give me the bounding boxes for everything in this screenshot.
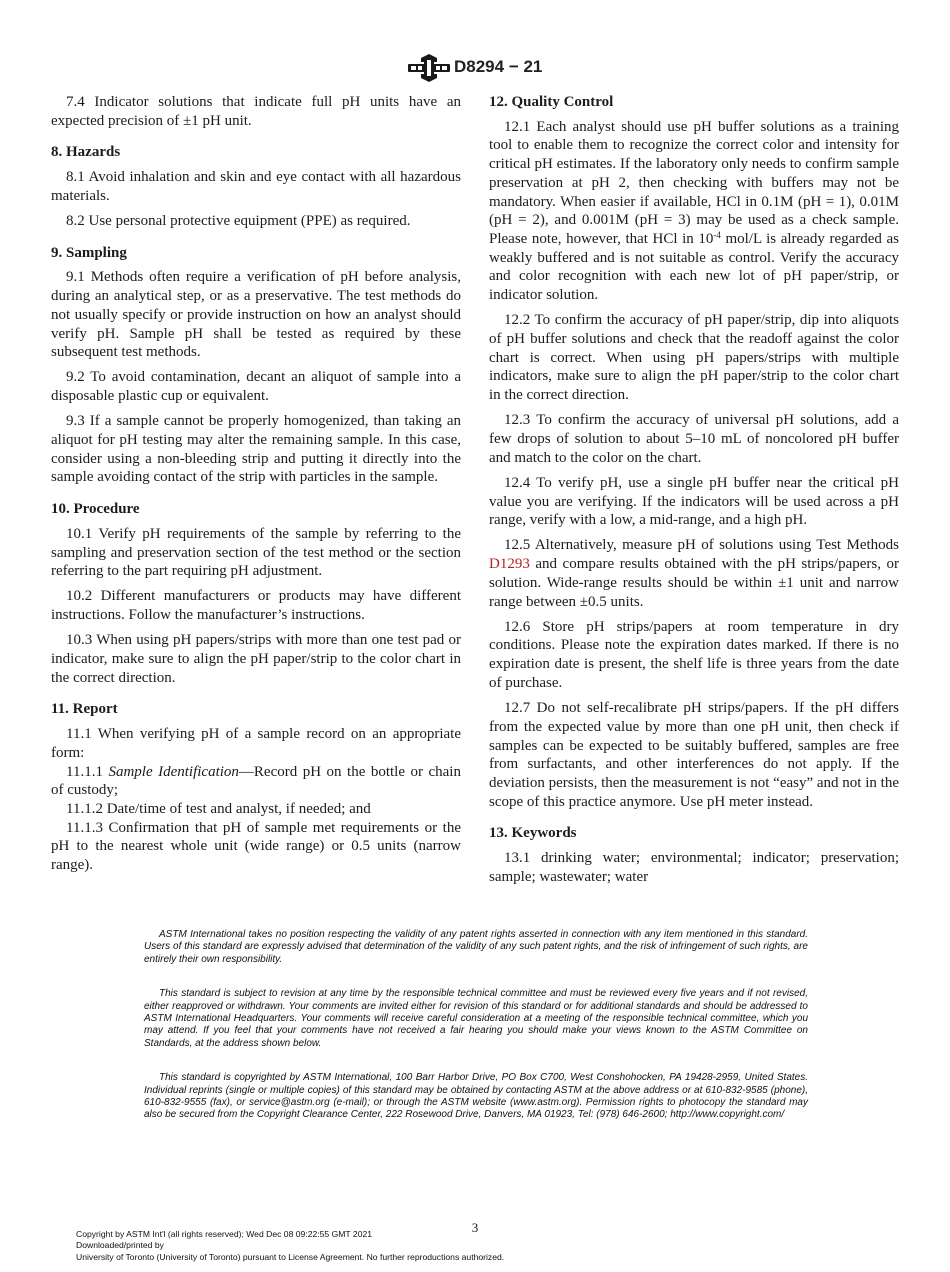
paragraph-11-1-3: 11.1.3 Confirmation that pH of sample met requirements or the pH to the nearest whole unit (wide range) or 0.5 units (narrow range). [51, 819, 461, 874]
paragraph-10-2: 10.2 Different manufacturers or products may have different instructions. Follow the manufacturer’s instructions. [51, 588, 461, 624]
section-heading-keywords: 13. Keywords [489, 825, 577, 842]
paragraph-12-4: 12.4 To verify pH, use a single pH buffer near the critical pH value you are verifying. If the indicators will be used across a pH range, verify with a low, a mid-range, and a high pH. [489, 474, 899, 529]
paragraph-10-3: 10.3 When using pH papers/strips with more than one test pad or indicator, make sure to align the pH paper/strip to the color chart in the correct direction. [51, 632, 461, 686]
paragraph-11-1: 11.1 When verifying pH of a sample record on an appropriate form: [51, 726, 461, 761]
disclaimer-patent: ASTM International takes no position respecting the validity of any patent rights asserted in connection with any item mentioned in this standard. Users of this standard are expressly advised that determination of the validity of any such patent rights, and the risk of infringement of such rights, are entirely their own responsibility. [144, 929, 808, 965]
paragraph-9-2: 9.2 To avoid contamination, decant an aliquot of sample into a disposable plastic cup or equivalent. [51, 369, 461, 405]
paragraph-12-1: 12.1 Each analyst should use pH buffer solutions as a training tool to enable them to recognize the correct color and intensity for critical pH estimates. If the laboratory only needs to confirm sample preservation at pH 2, then checking with buffers may not be mandatory. When easier if available, HCl in 0.1M (pH = 1), 0.01M (pH = 2), and 0.001M (pH = 3) may be used as a check sample. Please note, however, that HCl in $10^{-4}$ mol/L is already regarded as weakly buffered and is not suitable as control. Verify the accuracy and color recognition with each new lot of pH paper/strip, or indicator solution. [489, 118, 899, 304]
legal-disclaimer [144, 929, 808, 1144]
page-header [0, 52, 950, 86]
footer-line-downloaded: Downloaded/printed by [76, 1240, 164, 1251]
left-column [51, 93, 461, 875]
paragraph-11-1-1: 11.1.1 Sample Identification—Record pH on the bottle or chain of custody; [51, 763, 461, 799]
download-footer [76, 1229, 504, 1263]
paragraph-9-3: 9.3 If a sample cannot be properly homogenized, than taking an aliquot for pH testing may alter the remaining sample. In this case, consider using a non-bleeding strip and putting it directly into the sample avoiding contact of the strip with particles in the sample. [51, 413, 461, 486]
paragraph-10-1: 10.1 Verify pH requirements of the sample by referring to the sampling and preservation section of the test method or the section referring to the part requiring pH adjustment. [51, 525, 461, 580]
right-column [489, 93, 899, 893]
section-heading-report: 11. Report [51, 701, 118, 718]
disclaimer-revision: This standard is subject to revision at any time by the responsible technical committee and must be reviewed every five years and if not revised, either reapproved or withdrawn. Your comments are invited either for revision of this standard or for additional standards and should be addressed to ASTM International Headquarters. Your comments will receive careful consideration at a meeting of the responsible technical committee, which you may attend. If you feel that your comments have not received a fair hearing you should make your views known to the ASTM Committee on Standards, at the address shown below. [144, 988, 808, 1049]
section-heading-procedure: 10. Procedure [51, 501, 140, 518]
paragraph-7-4: 7.4 Indicator solutions that indicate full pH units have an expected precision of ±1 pH unit. [51, 94, 461, 129]
paragraph-8-1: 8.1 Avoid inhalation and skin and eye contact with all hazardous materials. [51, 169, 461, 204]
section-heading-hazards: 8. Hazards [51, 144, 121, 161]
page-number: 3 [471, 1220, 479, 1235]
paragraph-11-1-2: 11.1.2 Date/time of test and analyst, if needed; and [66, 801, 371, 817]
paragraph-12-2: 12.2 To confirm the accuracy of pH paper/strip, dip into aliquots of pH buffer solutions and check that the readoff against the color chart is correct. When using pH papers/strips with multiple indicators, make sure to align the pH paper/strip to the color chart in the correct direction. [489, 312, 899, 404]
disclaimer-copyright: This standard is copyrighted by ASTM International, 100 Barr Harbor Drive, PO Box C700, West Conshohocken, PA 19428-2959, United States. Individual reprints (single or multiple copies) of this standard may be obtained by contacting ASTM at the above address or at 610-832-9585 (phone), 610-832-9555 (fax), or service@astm.org (e-mail); or through the ASTM website (www.astm.org). Permission rights to photocopy the standard may also be secured from the Copyright Clearance Center, 222 Rosewood Drive, Danvers, MA 01923, Tel: (978) 646-2600; http://www.copyright.com/ [144, 1072, 808, 1121]
paragraph-12-6: 12.6 Store pH strips/papers at room temperature in dry conditions. Please note the expiration dates marked. If there is no expiration date is present, the shelf life is three years from the date of purchase. [489, 618, 899, 691]
paragraph-13-1: 13.1 drinking water; environmental; indicator; preservation; sample; wastewater; water [489, 850, 899, 885]
paragraph-8-2: 8.2 Use personal protective equipment (PPE) as required. [66, 213, 411, 230]
link-d1293[interactable]: D1293 [489, 556, 530, 573]
document-id: D8294 − 21 [454, 57, 543, 76]
section-heading-sampling: 9. Sampling [51, 244, 127, 261]
section-heading-quality-control: 12. Quality Control [489, 94, 614, 110]
paragraph-12-7: 12.7 Do not self-recalibrate pH strips/papers. If the pH differs from the expected value by more than one pH unit, then check if samples can be expected to be suitably buffered, samples are free from surfactants, and other interferences do not apply. If the deviation persists, then the measurement is not “easy” and not in the scope of this practice anymore. Use pH meter instead. [489, 700, 899, 810]
footer-line-copyright: Copyright by ASTM Int'l (all rights reserved); Wed Dec 08 09:22:55 GMT 2021 [76, 1229, 373, 1239]
astm-logo-icon [407, 52, 451, 84]
footer-line-license: University of Toronto (University of Toronto) pursuant to License Agreement. No further reproductions authorized. [76, 1251, 505, 1262]
paragraph-9-1: 9.1 Methods often require a verification of pH before analysis, during an analytical step, or as a preservative. The test methods do not usually specify or provide instruction on how an analyst should verify pH. Sample pH shall be tested as required by these subsequent test methods. [51, 269, 461, 361]
paragraph-12-5: 12.5 Alternatively, measure pH of solutions using Test Methods D1293 and compare results obtained with the pH strips/papers, or solution. Wide-range results should be within ±1 unit and narrow range between ±0.5 units. [489, 537, 899, 610]
paragraph-12-3: 12.3 To confirm the accuracy of universal pH solutions, add a few drops of solution to about 5–10 mL of noncolored pH buffer and match to the color on the chart. [489, 412, 899, 466]
